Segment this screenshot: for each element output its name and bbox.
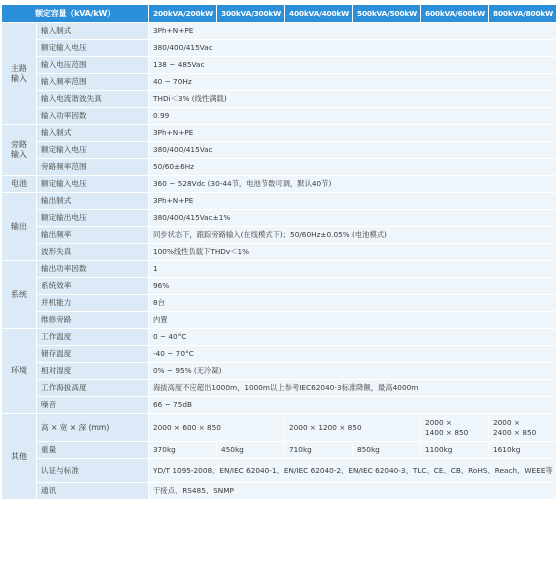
table-row [2, 397, 557, 414]
param-label: 通讯 [37, 483, 149, 500]
param-value: 0.99 [149, 108, 557, 125]
param-label: 噪音 [37, 397, 149, 414]
param-label: 认证与标准 [37, 459, 149, 483]
table-row [2, 312, 557, 329]
param-value: 380/400/415Vac±1% [149, 210, 557, 227]
param-label: 输入制式 [37, 23, 149, 40]
table-row [2, 414, 557, 442]
table-row [2, 329, 557, 346]
table-row [2, 40, 557, 57]
param-label: 输入频率范围 [37, 74, 149, 91]
dimension-value: 2000 × 2400 × 850 [489, 414, 557, 442]
table-row [2, 108, 557, 125]
capacity-header: 额定容量（kVA/kW） [2, 5, 149, 23]
param-value: 66 ~ 75dB [149, 397, 557, 414]
param-label: 输出频率 [37, 227, 149, 244]
category-system: 系统 [2, 261, 37, 329]
param-value: 内置 [149, 312, 557, 329]
model-header: 500kVA/500kW [353, 5, 421, 23]
param-value: -40 ~ 70°C [149, 346, 557, 363]
param-value: 1 [149, 261, 557, 278]
param-value: 同步状态下，跟踪旁路输入(在线模式下)；50/60Hz±0.05% (电池模式) [149, 227, 557, 244]
cert-value: YD/T 1095-2008、EN/IEC 62040-1、EN/IEC 62040-2、EN/IEC 62040-3、TLC、CE、CB、RoHS、Reach、WEEE等 [149, 459, 557, 483]
category-battery: 电池 [2, 176, 37, 193]
dimension-value: 2000 × 1400 × 850 [421, 414, 489, 442]
weight-value: 1610kg [489, 442, 557, 459]
param-value: 138 ~ 485Vac [149, 57, 557, 74]
param-label: 额定输入电压 [37, 176, 149, 193]
param-value: 360 ~ 528Vdc (30-44节，电池节数可调，默认40节) [149, 176, 557, 193]
table-row [2, 459, 557, 483]
param-value: 3Ph+N+PE [149, 193, 557, 210]
table-row [2, 442, 557, 459]
table-row [2, 380, 557, 397]
param-value: 3Ph+N+PE [149, 125, 557, 142]
param-value: 380/400/415Vac [149, 142, 557, 159]
param-label: 额定输出电压 [37, 210, 149, 227]
dimension-value: 2000 × 600 × 850 [149, 414, 285, 442]
param-label: 维修旁路 [37, 312, 149, 329]
table-row [2, 74, 557, 91]
param-value: 3Ph+N+PE [149, 23, 557, 40]
param-label: 工作海拔高度 [37, 380, 149, 397]
model-header: 200kVA/200kW [149, 5, 217, 23]
table-row [2, 125, 557, 142]
spec-table [1, 4, 557, 500]
model-header: 400kVA/400kW [285, 5, 353, 23]
table-row [2, 193, 557, 210]
param-value: 0% ~ 95% (无冷凝) [149, 363, 557, 380]
table-row [2, 159, 557, 176]
weight-value: 710kg [285, 442, 353, 459]
param-label: 系统效率 [37, 278, 149, 295]
param-label: 额定输入电压 [37, 142, 149, 159]
param-label: 工作温度 [37, 329, 149, 346]
param-label: 储存温度 [37, 346, 149, 363]
category-bypass-input: 旁路 输入 [2, 125, 37, 176]
comm-value: 干接点、RS485、SNMP [149, 483, 557, 500]
table-row [2, 176, 557, 193]
param-value: THDi＜3% (线性满载) [149, 91, 557, 108]
table-row [2, 23, 557, 40]
header-row [2, 5, 557, 23]
table-row [2, 261, 557, 278]
param-label: 输入电流谐波失真 [37, 91, 149, 108]
param-label: 高 × 宽 × 深 (mm) [37, 414, 149, 442]
table-row [2, 483, 557, 500]
param-label: 旁路频率范围 [37, 159, 149, 176]
table-row [2, 278, 557, 295]
param-value: 380/400/415Vac [149, 40, 557, 57]
param-value: 0 ~ 40°C [149, 329, 557, 346]
table-row [2, 363, 557, 380]
weight-value: 1100kg [421, 442, 489, 459]
param-value: 8台 [149, 295, 557, 312]
param-label: 输出制式 [37, 193, 149, 210]
table-row [2, 227, 557, 244]
model-header: 800kVA/800kW [489, 5, 557, 23]
param-value: 100%线性负载下THDv＜1% [149, 244, 557, 261]
param-label: 输入制式 [37, 125, 149, 142]
table-row [2, 346, 557, 363]
param-value: 96% [149, 278, 557, 295]
param-label: 并机能力 [37, 295, 149, 312]
param-label: 额定输入电压 [37, 40, 149, 57]
table-row [2, 244, 557, 261]
model-header: 600kVA/600kW [421, 5, 489, 23]
param-label: 重量 [37, 442, 149, 459]
param-value: 50/60±6Hz [149, 159, 557, 176]
weight-value: 850kg [353, 442, 421, 459]
table-row [2, 142, 557, 159]
table-row [2, 210, 557, 227]
weight-value: 450kg [217, 442, 285, 459]
param-value: 海拔高度不应超出1000m，1000m以上参考IEC62040-3标准降额，最高4000m [149, 380, 557, 397]
table-row [2, 91, 557, 108]
category-main-input: 主路 输入 [2, 23, 37, 125]
param-value: 40 ~ 70Hz [149, 74, 557, 91]
weight-value: 370kg [149, 442, 217, 459]
dimension-value: 2000 × 1200 × 850 [285, 414, 421, 442]
param-label: 输出功率因数 [37, 261, 149, 278]
category-output: 输出 [2, 193, 37, 261]
param-label: 相对湿度 [37, 363, 149, 380]
param-label: 波形失真 [37, 244, 149, 261]
table-row [2, 295, 557, 312]
table-row [2, 57, 557, 74]
category-environment: 环境 [2, 329, 37, 414]
category-other: 其他 [2, 414, 37, 500]
param-label: 输入电压范围 [37, 57, 149, 74]
model-header: 300kVA/300kW [217, 5, 285, 23]
param-label: 输入功率因数 [37, 108, 149, 125]
